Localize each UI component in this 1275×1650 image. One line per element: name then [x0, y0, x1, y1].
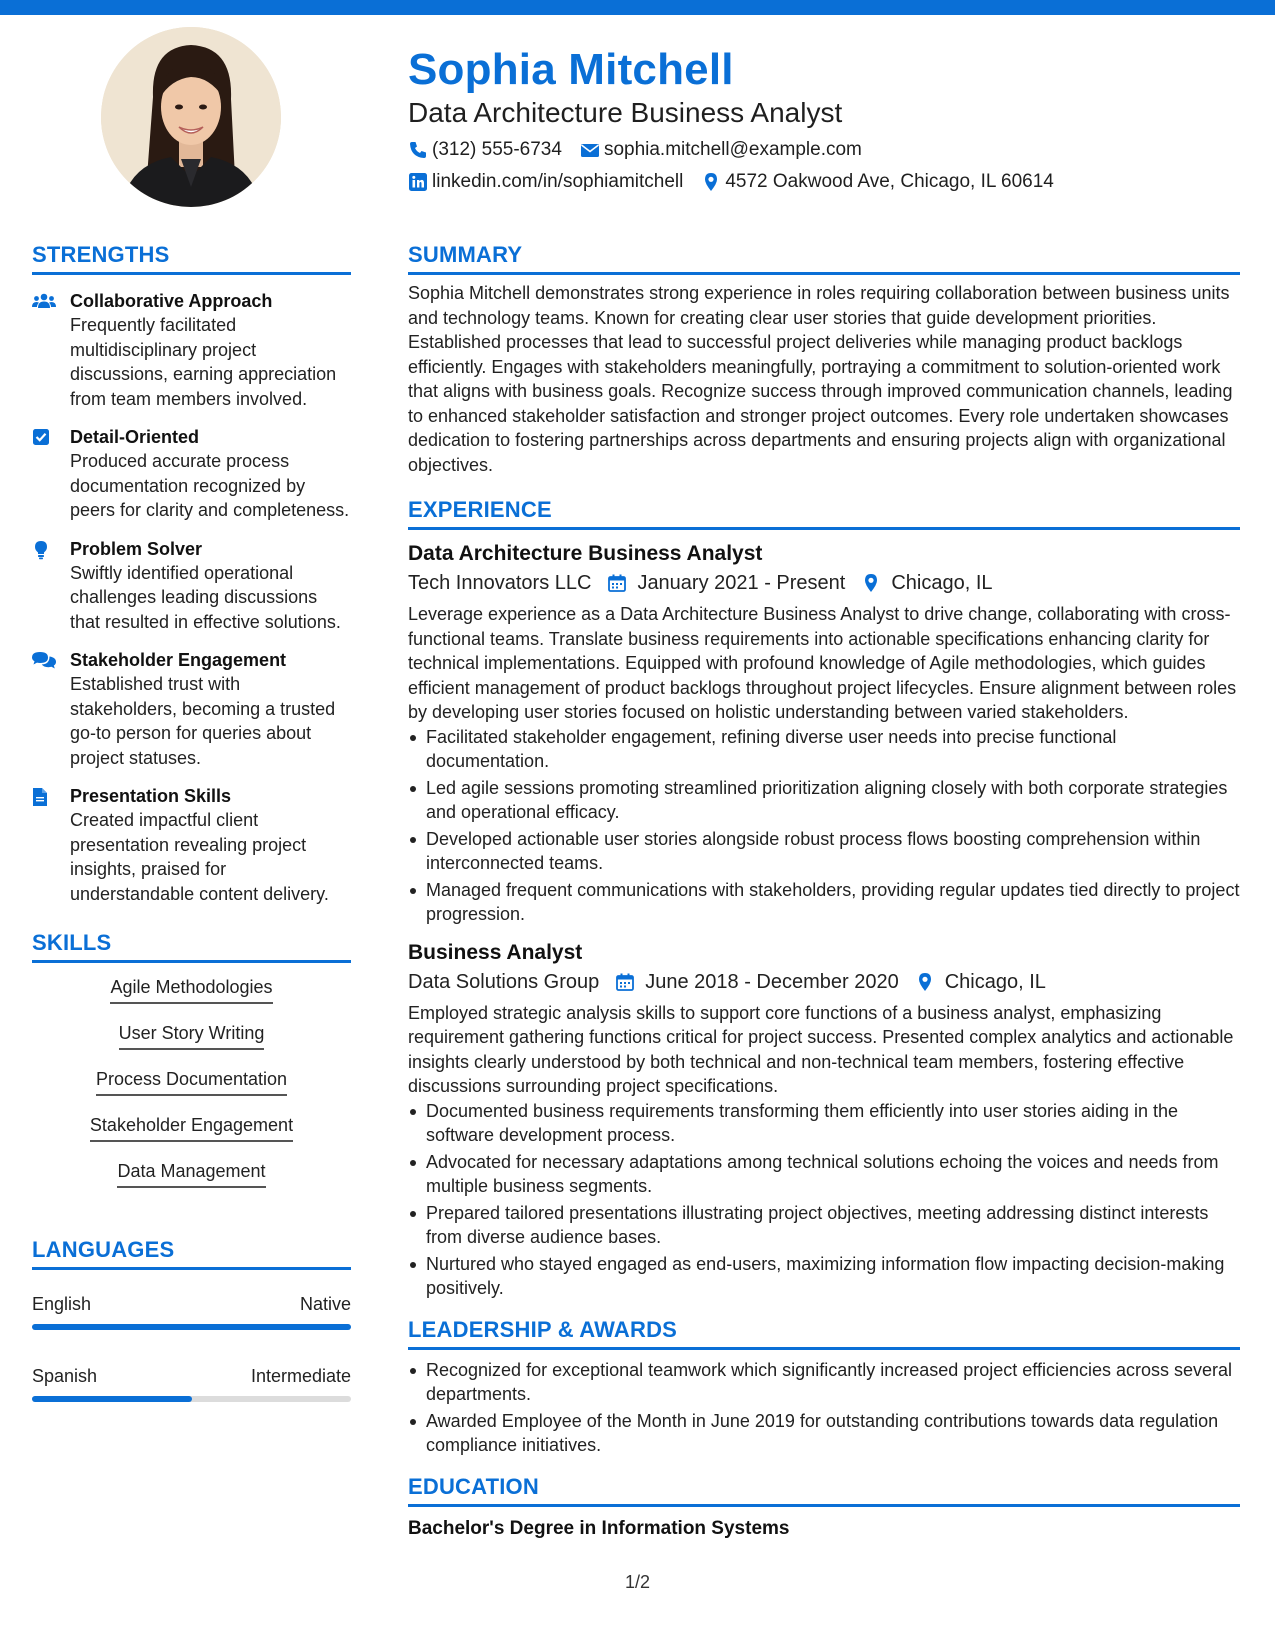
phone-icon: [408, 140, 428, 160]
skill-item: User Story Writing: [119, 1021, 265, 1050]
candidate-name: Sophia Mitchell: [408, 45, 734, 94]
summary-heading: SUMMARY: [408, 240, 1240, 275]
list-item: Documented business requirements transforming them efficiently into user stories aiding in the software development process.: [408, 1099, 1240, 1148]
phone-text[interactable]: (312) 555-6734: [432, 139, 562, 160]
resume-header: [408, 44, 1238, 198]
skill-item: Agile Methodologies: [110, 975, 272, 1004]
awards-list: [408, 1358, 1240, 1458]
language-item: [32, 1364, 351, 1402]
language-name: Spanish: [32, 1366, 98, 1386]
strength-item: [32, 537, 351, 635]
job-title: Business Analyst: [408, 940, 583, 964]
language-item: [32, 1292, 351, 1330]
language-level: Native: [299, 1294, 351, 1314]
strength-desc: Created impactful client presentation revealing project insights, praised for understandable content delivery.: [70, 810, 329, 904]
candidate-title: Data Architecture Business Analyst: [408, 97, 843, 128]
list-item: Led agile sessions promoting streamlined prioritization aligning closely with both corporate strategies and operational efficacy.: [408, 776, 1240, 825]
list-item: Awarded Employee of the Month in June 2019 for outstanding contributions towards data regulation compliance initiatives.: [408, 1409, 1240, 1458]
right-column: [408, 240, 1240, 1543]
email-text[interactable]: sophia.mitchell@example.com: [603, 139, 862, 160]
list-item: Nurtured who stayed engaged as end-users, maximizing information flow impacting decision-making positively.: [408, 1252, 1240, 1301]
language-proficiency-bar: [32, 1396, 351, 1402]
job-company: Data Solutions Group: [408, 970, 600, 993]
job-location: Chicago, IL: [891, 572, 993, 594]
envelope-icon: [580, 140, 600, 160]
skills-list: [32, 975, 351, 1205]
job-description: Leverage experience as a Data Architecture Business Analyst to drive change, collaborating with cross-functional teams. Translate business requirements into actionable specifications enhancing clarity for technical implementations. Equipped with profound knowledge of Agile methodologies, which guides efficient management of product backlogs throughout project lifecycles. Ensure alignment between roles by developing user stories focused on holistic understanding between varied stakeholders.: [408, 604, 1237, 722]
job-entry: [408, 540, 1240, 927]
map-pin-icon: [701, 172, 721, 192]
strength-desc: Produced accurate process documentation recognized by peers for clarity and completeness.: [70, 451, 350, 520]
strength-title: Presentation Skills: [70, 786, 232, 806]
list-item: Managed frequent communications with stakeholders, providing regular updates tied directly to project progression.: [408, 878, 1240, 927]
top-accent-bar: [0, 0, 1275, 15]
job-bullets: [408, 1099, 1240, 1301]
map-pin-icon: [861, 573, 881, 593]
phone-contact: [408, 139, 562, 161]
job-meta: [408, 967, 1240, 997]
job-location: Chicago, IL: [944, 970, 1046, 993]
summary-text: Sophia Mitchell demonstrates strong experience in roles requiring collaboration between business units and technology teams. Known for creating clear user stories that guide development priorities. Established processes that lead to successful project deliveries while managing product backlogs efficiently. Engages with stakeholders meaningfully, portraying a commitment to solution-oriented work that aligns with business goals. Recognize success through improved communication channels, leading to enhanced stakeholder satisfaction and stronger project outcomes. Every role undertaken showcases dedication to fostering partnerships across departments and ensuring projects align with organizational objectives.: [408, 283, 1233, 475]
chat-icon: [32, 651, 56, 669]
address-contact: [701, 171, 1054, 193]
strength-item: [32, 648, 351, 770]
list-item: Recognized for exceptional teamwork which significantly increased project efficiencies across several departments.: [408, 1358, 1240, 1407]
list-item: Advocated for necessary adaptations among technical solutions echoing the voices and needs from multiple business segments.: [408, 1150, 1240, 1199]
calendar-icon: [607, 573, 627, 593]
job-dates: January 2021 - Present: [637, 572, 846, 594]
awards-heading: LEADERSHIP & AWARDS: [408, 1315, 1240, 1350]
strength-title: Collaborative Approach: [70, 291, 273, 311]
page-number: 1/2: [624, 1572, 651, 1592]
language-name: English: [32, 1294, 92, 1314]
list-item: Facilitated stakeholder engagement, refining diverse user needs into precise functional documentation.: [408, 725, 1240, 774]
email-contact: [580, 139, 862, 161]
job-entry: [408, 939, 1240, 1301]
job-bullets: [408, 725, 1240, 927]
list-item: Prepared tailored presentations illustrating project objectives, meeting addressing distinct interests from diverse audience bases.: [408, 1201, 1240, 1250]
job-title: Data Architecture Business Analyst: [408, 542, 763, 565]
language-proficiency-fill: [32, 1324, 351, 1330]
calendar-icon: [615, 972, 635, 992]
linkedin-icon: [408, 172, 428, 192]
skill-item: Data Management: [117, 1159, 265, 1188]
strength-title: Problem Solver: [70, 538, 203, 559]
job-dates: June 2018 - December 2020: [645, 970, 899, 993]
address-text: 4572 Oakwood Ave, Chicago, IL 60614: [725, 171, 1054, 192]
job-company: Tech Innovators LLC: [408, 572, 592, 594]
languages-heading: LANGUAGES: [32, 1235, 351, 1270]
language-proficiency-fill: [32, 1396, 192, 1402]
language-level: Intermediate: [250, 1366, 351, 1386]
education-degree: Bachelor's Degree in Information Systems: [408, 1517, 790, 1539]
linkedin-text[interactable]: linkedin.com/in/sophiamitchell: [432, 171, 684, 192]
education-heading: EDUCATION: [408, 1472, 1240, 1507]
document-icon: [32, 787, 48, 807]
skills-heading: SKILLS: [32, 928, 351, 963]
contact-row-2: [408, 166, 1238, 198]
experience-heading: EXPERIENCE: [408, 495, 1240, 530]
linkedin-contact: [408, 171, 683, 193]
profile-photo: [101, 27, 281, 207]
strength-item: [32, 784, 351, 906]
strength-item: [32, 425, 351, 523]
job-meta: [408, 568, 1240, 598]
lightbulb-icon: [32, 540, 50, 560]
strengths-heading: STRENGTHS: [32, 240, 351, 275]
contact-row-1: [408, 134, 1238, 166]
strength-desc: Established trust with stakeholders, becoming a trusted go-to person for queries about project statuses.: [70, 674, 336, 768]
job-description: Employed strategic analysis skills to support core functions of a business analyst, emphasizing requirement gathering functions critical for project success. Presented complex analytics and actionable insights clearly understood by both technical and non-technical team members, fostering effective discussions surrounding project specifications.: [408, 1002, 1234, 1096]
strength-desc: Swiftly identified operational challenges leading discussions that resulted in effective solutions.: [70, 562, 341, 632]
checkbox-icon: [32, 428, 50, 446]
strength-title: Detail-Oriented: [70, 427, 200, 447]
users-icon: [32, 292, 56, 310]
map-pin-icon: [915, 972, 935, 992]
skill-item: Process Documentation: [96, 1067, 287, 1096]
left-column: [32, 240, 351, 1402]
skill-item: Stakeholder Engagement: [90, 1113, 293, 1142]
strength-title: Stakeholder Engagement: [70, 650, 287, 670]
language-proficiency-bar: [32, 1324, 351, 1330]
list-item: Developed actionable user stories alongside robust process flows boosting comprehension within interconnected teams.: [408, 827, 1240, 876]
strength-desc: Frequently facilitated multidisciplinary project discussions, earning appreciation from team members involved.: [70, 315, 337, 409]
strength-item: [32, 289, 351, 411]
